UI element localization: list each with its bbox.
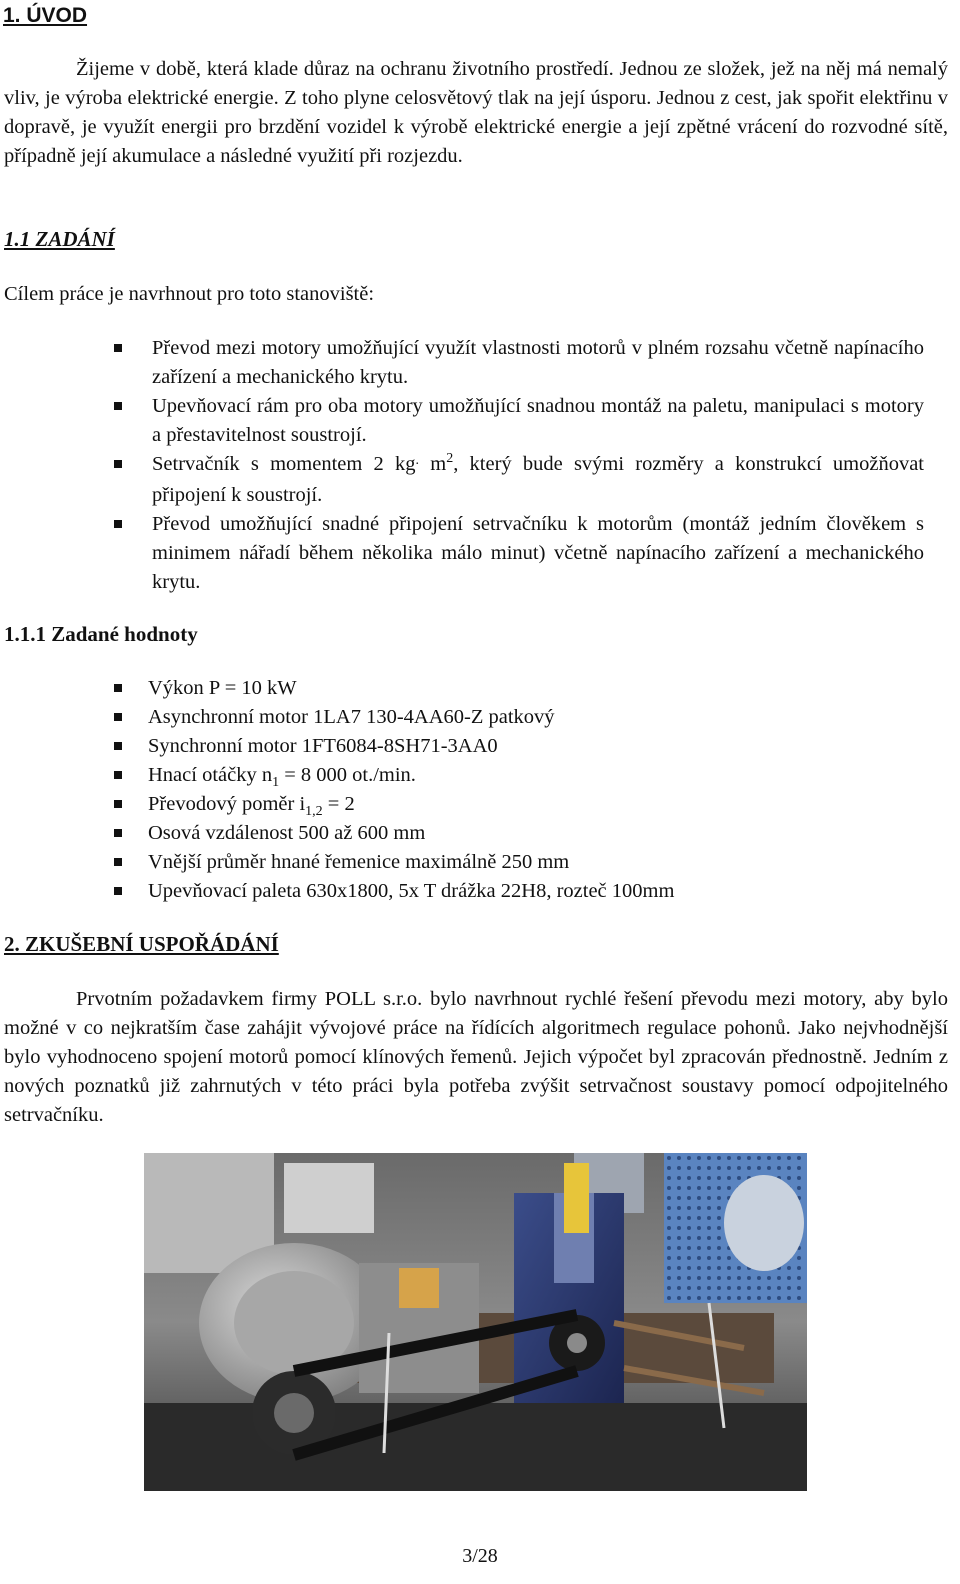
bullet-square-icon: [114, 713, 122, 721]
flywheel-exponent: 2: [446, 451, 454, 467]
values-list: [112, 674, 924, 906]
bullet-square-icon: [114, 460, 122, 468]
bullet-square-icon: [114, 344, 122, 352]
value-speed-sub: 1: [272, 775, 280, 791]
list-item: [112, 732, 924, 761]
value-sync-motor: Synchronní motor 1FT6084-8SH71-3AA0: [148, 735, 498, 757]
list-item: [112, 790, 924, 819]
bullet-square-icon: [114, 829, 122, 837]
list-item: [112, 877, 924, 906]
value-distance: Osová vzdálenost 500 až 600 mm: [148, 822, 426, 844]
bullet-square-icon: [114, 742, 122, 750]
heading-zkusebni-usporadani: 2. ZKUŠEBNÍ USPOŘÁDÁNÍ: [4, 932, 279, 956]
section2-paragraph: Prvotním požadavkem firmy POLL s.r.o. bylo navrhnout rychlé řešení převodu mezi motory, aby bylo možné v co nejkratším čase zahájit vývojové práce na řídících algoritmech regulace pohonů. Jako nejvhodnější bylo vyhodnoceno spojení motorů pomocí klínových řemenů. Jejich výpočet byl zpracován přednostně. Jedním z nových poznatků již zahrnutých v této práci byla potřeba zvýšit setrvačnost soustavy pomocí odpojitelného setrvačníku.: [4, 988, 948, 1126]
value-speed: Hnací otáčky n: [148, 764, 273, 786]
flywheel-before: Setrvačník s momentem 2 kg: [152, 453, 416, 475]
list-item-text: Převod mezi motory umožňující využít vlastnosti motorů v plném rozsahu včetně napínacího zařízení a mechanického krytu.: [152, 337, 924, 388]
heading-zadane-hodnoty: 1.1.1 Zadané hodnoty: [4, 622, 198, 646]
flywheel-after: , který bude svými rozměry a konstrukcí umožňovat připojení k soustrojí.: [152, 453, 924, 506]
list-item-text: Upevňovací rám pro oba motory umožňující snadnou montáž na paletu, manipulaci s motory a přestavitelnost soustrojí.: [152, 395, 924, 446]
list-item: [112, 674, 924, 703]
heading-zadani: 1.1 ZADÁNÍ: [4, 227, 115, 251]
list-item: [112, 761, 924, 790]
bullet-square-icon: [114, 520, 122, 528]
flywheel-unit: m: [419, 453, 447, 475]
value-async-motor: Asynchronní motor 1LA7 130-4AA60-Z patkový: [148, 706, 555, 728]
value-pallet: Upevňovací paleta 630x1800, 5x T drážka 22H8, rozteč 100mm: [148, 880, 675, 902]
list-item: [112, 334, 924, 392]
value-speed-after: = 8 000 ot./min.: [279, 764, 416, 786]
list-item-text: Převod umožňující snadné připojení setrvačníku k motorům (montáž jedním člověkem s minimem nářadí během několika málo minut) včetně napínacího zařízení a mechanického krytu.: [152, 513, 924, 593]
heading-uvod: 1. ÚVOD: [3, 4, 88, 27]
list-item: [112, 392, 924, 450]
intro-paragraph: Žijeme v době, která klade důraz na ochranu životního prostředí. Jednou ze složek, jež na něj má nemalý vliv, je výroba elektrické energie. Z toho plyne celosvětový tlak na její úsporu. Jednou z cest, jak spořit elektřinu v dopravě, je využít energii pro brzdění vozidel k výrobě elektrické energie a její zpětné vrácení do rozvodné sítě, případně její akumulace a následné využití při rozjezdu.: [4, 58, 948, 167]
list-item: [112, 848, 924, 877]
list-item: [112, 819, 924, 848]
page-number: 3/28: [462, 1545, 498, 1567]
list-item: [112, 450, 924, 510]
test-rig-photo: [144, 1153, 807, 1491]
value-ratio-after: = 2: [322, 793, 355, 815]
value-diameter: Vnější průměr hnané řemenice maximálně 250 mm: [148, 851, 570, 873]
bullet-square-icon: [114, 858, 122, 866]
list-item: [112, 703, 924, 732]
value-ratio: Převodový poměr i: [148, 793, 306, 815]
list-item: [112, 510, 924, 597]
bullet-square-icon: [114, 684, 122, 692]
bullet-square-icon: [114, 402, 122, 410]
flywheel-dot: .: [415, 453, 420, 468]
goal-intro: Cílem práce je navrhnout pro toto stanoviště:: [4, 283, 375, 305]
requirements-list: [112, 334, 924, 597]
bullet-square-icon: [114, 887, 122, 895]
bullet-square-icon: [114, 771, 122, 779]
value-ratio-sub: 1,2: [305, 804, 323, 820]
value-power: Výkon P = 10 kW: [148, 677, 297, 699]
bullet-square-icon: [114, 800, 122, 808]
